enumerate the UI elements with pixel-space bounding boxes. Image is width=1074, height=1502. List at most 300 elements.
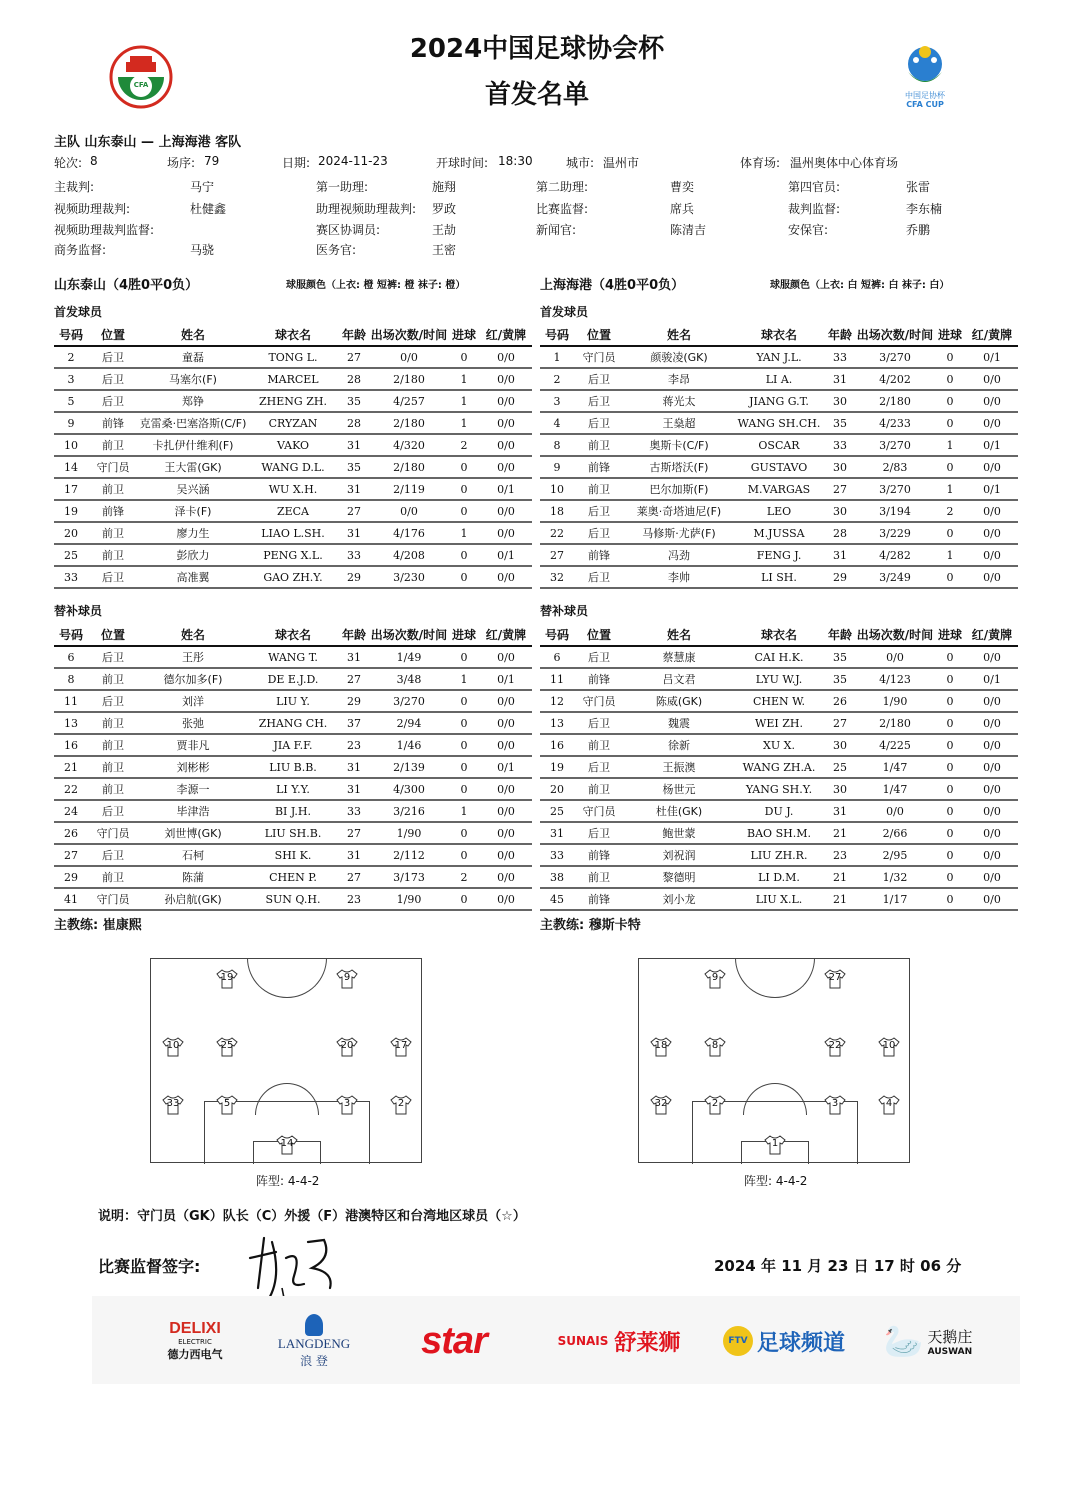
player-cell: 前卫	[88, 712, 138, 734]
column-header: 球衣名	[248, 324, 338, 346]
player-cell: 31	[338, 646, 370, 668]
player-row	[540, 800, 1018, 822]
player-cell: 前卫	[88, 522, 138, 544]
player-cell: 6	[540, 646, 574, 668]
player-row	[54, 712, 532, 734]
player-cell: 1	[934, 478, 966, 500]
player-cell: 刘洋	[138, 690, 248, 712]
player-cell: 刘彬彬	[138, 756, 248, 778]
player-row	[54, 346, 532, 368]
player-cell: 13	[540, 712, 574, 734]
official-label: 视频助理裁判:	[54, 202, 131, 216]
player-cell: 0/0	[480, 566, 532, 588]
player-shirt-icon	[650, 1037, 672, 1057]
shirt-number: 1	[771, 1138, 779, 1149]
player-cell: 守门员	[88, 822, 138, 844]
player-shirt-icon	[824, 1037, 846, 1057]
player-shirt-icon	[704, 969, 726, 989]
player-cell: 0/0	[966, 690, 1018, 712]
player-cell: 27	[338, 668, 370, 690]
player-cell: 0	[934, 346, 966, 368]
player-cell: 0/0	[966, 544, 1018, 566]
shirt-number: 8	[711, 1040, 719, 1051]
player-row	[54, 756, 532, 778]
player-row	[540, 434, 1018, 456]
player-row	[54, 734, 532, 756]
player-cell: 28	[824, 522, 856, 544]
player-row	[54, 412, 532, 434]
player-cell: 3/270	[856, 478, 934, 500]
player-cell: 2/66	[856, 822, 934, 844]
player-shirt-icon	[336, 1037, 358, 1057]
player-cell: 前锋	[574, 456, 624, 478]
player-cell: 0	[934, 778, 966, 800]
player-cell: 1	[540, 346, 574, 368]
player-cell: 后卫	[574, 390, 624, 412]
player-cell: 21	[824, 822, 856, 844]
player-row	[54, 822, 532, 844]
player-cell: 1	[448, 390, 480, 412]
player-row	[54, 390, 532, 412]
player-cell: 31	[338, 756, 370, 778]
player-cell: 2/112	[370, 844, 448, 866]
player-cell: 29	[338, 690, 370, 712]
column-header: 出场次数/时间	[856, 624, 934, 646]
player-cell: 21	[824, 888, 856, 910]
player-cell: 0/1	[480, 756, 532, 778]
player-cell: 1	[448, 668, 480, 690]
player-cell: 贾非凡	[138, 734, 248, 756]
player-cell: WU X.H.	[248, 478, 338, 500]
cfa-logo-text: CFA	[133, 81, 149, 89]
player-row	[54, 434, 532, 456]
column-header: 球衣名	[734, 324, 824, 346]
sponsor-delixi	[150, 1302, 240, 1380]
player-cell: 2	[54, 346, 88, 368]
player-shirt-icon	[704, 1037, 726, 1057]
player-cell: 0/0	[480, 646, 532, 668]
away-formation: 阵型: 4-4-2	[744, 1174, 808, 1188]
player-cell: 1/32	[856, 866, 934, 888]
shirt-number: 5	[223, 1098, 231, 1109]
player-cell: YANG SH.Y.	[734, 778, 824, 800]
player-cell: 33	[824, 346, 856, 368]
player-cell: 前锋	[88, 412, 138, 434]
player-cell: 30	[824, 390, 856, 412]
player-cell: 王振澳	[624, 756, 734, 778]
column-header: 姓名	[138, 624, 248, 646]
player-cell: 4/176	[370, 522, 448, 544]
official-label: 比赛监督:	[536, 202, 589, 216]
player-cell: 29	[54, 866, 88, 888]
player-cell: 马塞尔(F)	[138, 368, 248, 390]
player-row	[54, 566, 532, 588]
player-cell: 0	[934, 756, 966, 778]
player-cell: 鲍世蒙	[624, 822, 734, 844]
player-cell: 0/0	[370, 500, 448, 522]
official-label: 医务官:	[316, 243, 357, 257]
player-row	[540, 888, 1018, 910]
player-cell: 前卫	[88, 668, 138, 690]
player-cell: 0/0	[966, 888, 1018, 910]
player-cell: 0/1	[480, 668, 532, 690]
player-cell: GAO ZH.Y.	[248, 566, 338, 588]
player-cell: WANG T.	[248, 646, 338, 668]
player-cell: 21	[824, 866, 856, 888]
player-cell: 4/320	[370, 434, 448, 456]
player-cell: 卡扎伊什维利(F)	[138, 434, 248, 456]
player-cell: 0	[934, 734, 966, 756]
player-cell: 33	[338, 800, 370, 822]
player-cell: 吴兴涵	[138, 478, 248, 500]
official-name: 陈清吉	[670, 223, 707, 237]
player-cell: 0/0	[480, 822, 532, 844]
player-cell: 0/0	[480, 522, 532, 544]
column-header: 位置	[574, 324, 624, 346]
player-cell: 0/0	[480, 866, 532, 888]
player-row	[540, 522, 1018, 544]
player-cell: 后卫	[574, 822, 624, 844]
player-cell: 后卫	[88, 566, 138, 588]
player-cell: 21	[54, 756, 88, 778]
player-cell: 泽卡(F)	[138, 500, 248, 522]
player-cell: YAN J.L.	[734, 346, 824, 368]
player-cell: 16	[540, 734, 574, 756]
player-cell: 后卫	[574, 646, 624, 668]
player-cell: 前卫	[88, 478, 138, 500]
column-header: 进球	[448, 624, 480, 646]
shirt-number: 9	[711, 972, 719, 983]
column-header: 红/黄牌	[966, 324, 1018, 346]
player-cell: 后卫	[88, 690, 138, 712]
player-cell: 0	[448, 888, 480, 910]
player-cell: 0/0	[966, 844, 1018, 866]
player-cell: 前卫	[574, 734, 624, 756]
player-cell: 0/0	[480, 346, 532, 368]
player-cell: 0	[448, 756, 480, 778]
player-shirt-icon	[276, 1135, 298, 1155]
shirt-number: 22	[828, 1040, 842, 1051]
player-cell: 廖力生	[138, 522, 248, 544]
player-cell: 30	[824, 456, 856, 478]
column-header: 号码	[54, 324, 88, 346]
player-cell: 蒋光太	[624, 390, 734, 412]
player-cell: VAKO	[248, 434, 338, 456]
player-shirt-icon	[650, 1095, 672, 1115]
player-cell: 1/90	[370, 888, 448, 910]
player-cell: 31	[824, 544, 856, 566]
player-cell: LI A.	[734, 368, 824, 390]
sponsor-sunais	[548, 1302, 690, 1380]
player-cell: 0/0	[966, 412, 1018, 434]
official-name: 施翔	[432, 180, 457, 194]
player-cell: 前锋	[574, 668, 624, 690]
player-cell: 0/0	[966, 368, 1018, 390]
player-cell: 0/1	[480, 478, 532, 500]
player-cell: 童磊	[138, 346, 248, 368]
player-cell: 1/47	[856, 778, 934, 800]
player-cell: 27	[540, 544, 574, 566]
player-cell: 0/0	[966, 566, 1018, 588]
player-cell: 31	[338, 844, 370, 866]
player-cell: 徐新	[624, 734, 734, 756]
column-header: 球衣名	[248, 624, 338, 646]
player-cell: 18	[540, 500, 574, 522]
player-cell: LIU B.B.	[248, 756, 338, 778]
player-cell: 31	[824, 800, 856, 822]
away-formation-pitch	[638, 958, 910, 1163]
player-cell: 1/49	[370, 646, 448, 668]
player-cell: 0/0	[966, 500, 1018, 522]
signature-date: 2024 年 11 月 23 日 17 时 06 分	[714, 1257, 962, 1275]
shirt-number: 17	[394, 1040, 408, 1051]
player-shirt-icon	[824, 1095, 846, 1115]
player-cell: 0	[448, 456, 480, 478]
player-cell: 1	[934, 434, 966, 456]
player-cell: 后卫	[88, 646, 138, 668]
shirt-number: 14	[280, 1138, 294, 1149]
official-name: 王劼	[432, 223, 457, 237]
player-cell: 0	[934, 368, 966, 390]
official-name: 曹奕	[670, 180, 695, 194]
player-cell: 1	[448, 368, 480, 390]
delixi-logo-sub: ELECTRIC	[178, 1338, 212, 1346]
shirt-number: 33	[166, 1098, 180, 1109]
langdeng-icon	[305, 1314, 323, 1336]
player-cell: 31	[338, 778, 370, 800]
player-cell: 前锋	[574, 888, 624, 910]
player-cell: ZECA	[248, 500, 338, 522]
player-cell: LIU Y.	[248, 690, 338, 712]
player-cell: 9	[54, 412, 88, 434]
player-cell: 4/257	[370, 390, 448, 412]
player-cell: FENG J.	[734, 544, 824, 566]
player-cell: LIU X.L.	[734, 888, 824, 910]
shirt-number: 2	[397, 1098, 405, 1109]
player-cell: 9	[540, 456, 574, 478]
player-cell: 1	[934, 544, 966, 566]
player-cell: 31	[824, 368, 856, 390]
player-cell: 3/194	[856, 500, 934, 522]
kickoff-label: 开球时间:	[436, 156, 489, 170]
away-coach: 主教练: 穆斯卡特	[540, 918, 641, 933]
player-cell: 11	[54, 690, 88, 712]
player-cell: JIANG G.T.	[734, 390, 824, 412]
player-cell: 0	[448, 734, 480, 756]
player-cell: 5	[54, 390, 88, 412]
player-cell: 2/180	[370, 412, 448, 434]
player-cell: 后卫	[88, 390, 138, 412]
player-cell: 后卫	[574, 756, 624, 778]
home-starters-table	[54, 324, 532, 589]
player-cell: 8	[54, 668, 88, 690]
player-row	[540, 668, 1018, 690]
column-header: 号码	[540, 624, 574, 646]
player-cell: 2/95	[856, 844, 934, 866]
away-subs-table	[540, 624, 1018, 911]
player-cell: 0/0	[480, 734, 532, 756]
column-header: 姓名	[138, 324, 248, 346]
player-cell: LYU W.J.	[734, 668, 824, 690]
player-row	[540, 756, 1018, 778]
player-cell: 0	[934, 800, 966, 822]
player-cell: 0	[934, 712, 966, 734]
player-row	[540, 646, 1018, 668]
player-row	[540, 390, 1018, 412]
shirt-number: 19	[220, 972, 234, 983]
player-cell: 12	[540, 690, 574, 712]
round-value: 8	[90, 154, 98, 168]
player-cell: 30	[824, 500, 856, 522]
player-cell: LI SH.	[734, 566, 824, 588]
ftv-logo-cn: 足球频道	[756, 1330, 845, 1356]
player-cell: GUSTAVO	[734, 456, 824, 478]
player-cell: M.VARGAS	[734, 478, 824, 500]
player-cell: 10	[54, 434, 88, 456]
column-header: 红/黄牌	[480, 624, 532, 646]
delixi-logo-text: DELIXI	[169, 1320, 221, 1337]
player-cell: 守门员	[574, 346, 624, 368]
away-kit-colors: 球服颜色（上衣: 白 短裤: 白 袜子: 白）	[770, 280, 950, 291]
player-cell: 后卫	[574, 368, 624, 390]
player-cell: 0/0	[480, 412, 532, 434]
player-cell: 1	[448, 522, 480, 544]
player-cell: 后卫	[88, 844, 138, 866]
player-row	[540, 478, 1018, 500]
player-cell: 郑铮	[138, 390, 248, 412]
player-cell: 2/94	[370, 712, 448, 734]
player-row	[540, 500, 1018, 522]
column-header: 出场次数/时间	[856, 324, 934, 346]
column-header: 位置	[574, 624, 624, 646]
column-header: 出场次数/时间	[370, 324, 448, 346]
player-cell: SHI K.	[248, 844, 338, 866]
player-cell: 后卫	[574, 712, 624, 734]
player-cell: 0	[448, 500, 480, 522]
player-cell: 33	[824, 434, 856, 456]
away-starters-label: 首发球员	[540, 305, 589, 319]
player-cell: 马修斯·尤萨(F)	[624, 522, 734, 544]
kickoff-value: 18:30	[498, 154, 533, 168]
player-cell: 杜佳(GK)	[624, 800, 734, 822]
player-row	[54, 646, 532, 668]
player-cell: 王彤	[138, 646, 248, 668]
player-cell: ZHENG ZH.	[248, 390, 338, 412]
player-cell: 13	[54, 712, 88, 734]
player-cell: 26	[824, 690, 856, 712]
player-cell: 2/180	[856, 390, 934, 412]
player-cell: 0/0	[856, 646, 934, 668]
shirt-number: 4	[885, 1098, 893, 1109]
player-cell: 前卫	[574, 478, 624, 500]
official-label: 视频助理裁判监督:	[54, 223, 155, 237]
player-cell: 37	[338, 712, 370, 734]
player-cell: 2	[540, 368, 574, 390]
player-cell: 颜骏凌(GK)	[624, 346, 734, 368]
player-cell: 0/0	[966, 522, 1018, 544]
player-shirt-icon	[390, 1095, 412, 1115]
sponsor-star	[390, 1302, 518, 1380]
player-shirt-icon	[390, 1037, 412, 1057]
column-header: 年龄	[338, 624, 370, 646]
home-team-name: 山东泰山（4胜0平0负）	[54, 278, 199, 293]
player-cell: 3/270	[370, 690, 448, 712]
shirt-number: 9	[343, 972, 351, 983]
venue-label: 体育场:	[740, 156, 781, 170]
player-row	[540, 346, 1018, 368]
player-cell: 莱奥·奇塔迪尼(F)	[624, 500, 734, 522]
column-header: 球衣名	[734, 624, 824, 646]
player-cell: 33	[54, 566, 88, 588]
player-cell: 前卫	[88, 734, 138, 756]
player-cell: 2/83	[856, 456, 934, 478]
player-cell: 16	[54, 734, 88, 756]
player-cell: 0/1	[480, 544, 532, 566]
player-cell: 0	[934, 844, 966, 866]
player-row	[540, 544, 1018, 566]
player-cell: 黎德明	[624, 866, 734, 888]
player-cell: 3/48	[370, 668, 448, 690]
player-cell: 32	[540, 566, 574, 588]
legend-note: 说明：守门员（GK）队长（C）外援（F）港澳特区和台湾地区球员（☆）	[98, 1209, 526, 1224]
player-cell: 0/1	[966, 434, 1018, 456]
player-cell: 前锋	[574, 844, 624, 866]
player-cell: 0/0	[966, 456, 1018, 478]
player-cell: 0	[448, 566, 480, 588]
home-subs-label: 替补球员	[54, 604, 103, 618]
player-cell: 0	[934, 412, 966, 434]
player-row	[540, 566, 1018, 588]
player-cell: 高准翼	[138, 566, 248, 588]
player-cell: MARCEL	[248, 368, 338, 390]
player-cell: 0	[448, 712, 480, 734]
player-cell: 刘世博(GK)	[138, 822, 248, 844]
player-cell: 33	[338, 544, 370, 566]
shirt-number: 18	[654, 1040, 668, 1051]
player-cell: OSCAR	[734, 434, 824, 456]
player-cell: WANG SH.CH.	[734, 412, 824, 434]
player-cell: 29	[824, 566, 856, 588]
shirt-number: 25	[220, 1040, 234, 1051]
player-cell: 1	[448, 412, 480, 434]
player-cell: 李源一	[138, 778, 248, 800]
player-cell: LIU ZH.R.	[734, 844, 824, 866]
player-row	[54, 668, 532, 690]
player-cell: WEI ZH.	[734, 712, 824, 734]
player-cell: 23	[338, 734, 370, 756]
player-cell: 1/17	[856, 888, 934, 910]
player-cell: 0	[448, 778, 480, 800]
player-cell: 陈威(GK)	[624, 690, 734, 712]
player-cell: 4/233	[856, 412, 934, 434]
player-cell: 古斯塔沃(F)	[624, 456, 734, 478]
shirt-number: 20	[340, 1040, 354, 1051]
official-name: 罗政	[432, 202, 457, 216]
shirt-number: 3	[343, 1098, 351, 1109]
player-cell: DU J.	[734, 800, 824, 822]
player-cell: 0/0	[480, 844, 532, 866]
player-shirt-icon	[878, 1095, 900, 1115]
player-row	[540, 368, 1018, 390]
player-cell: 31	[338, 478, 370, 500]
player-cell: 10	[540, 478, 574, 500]
official-label: 安保官:	[788, 223, 829, 237]
player-cell: 前卫	[574, 434, 624, 456]
player-cell: 克雷桑·巴塞洛斯(C/F)	[138, 412, 248, 434]
player-cell: DE E.J.D.	[248, 668, 338, 690]
official-name: 马骁	[190, 243, 215, 257]
player-cell: 24	[54, 800, 88, 822]
